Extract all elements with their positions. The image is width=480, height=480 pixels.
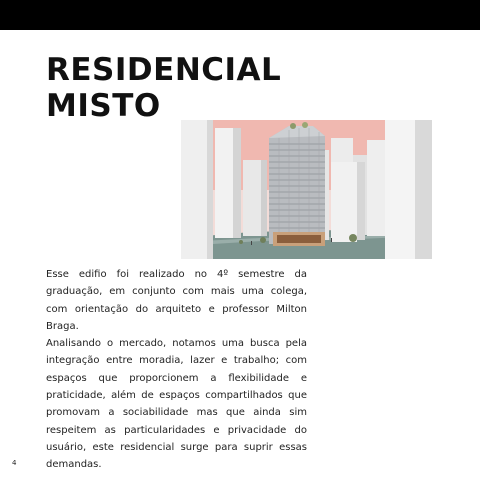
page-number: 4 xyxy=(12,459,17,467)
description-text xyxy=(46,266,307,474)
title-line-2: MISTO xyxy=(46,88,161,124)
paragraph-intro: Esse edifio foi realizado no 4º semestre da graduação, em conjunto com mais uma colega, com orientação do arquiteto e professor Milton Braga. xyxy=(46,269,307,332)
title-line-1: RESIDENCIAL xyxy=(46,52,282,88)
building-render-image xyxy=(181,120,432,259)
top-bar xyxy=(0,0,480,30)
paragraph-analysis: Analisando o mercado, notamos uma busca pela integração entre moradia, lazer e trabalho; com espaços que proporcionem a flexibilidade e praticidade, além de espaços compartilhados que promovam a sociabilidade mas que ainda sim respeitem as particularidades e privacidade do usuário, este residencial surge para suprir essas demandas. xyxy=(46,338,307,471)
page-title xyxy=(46,52,346,124)
